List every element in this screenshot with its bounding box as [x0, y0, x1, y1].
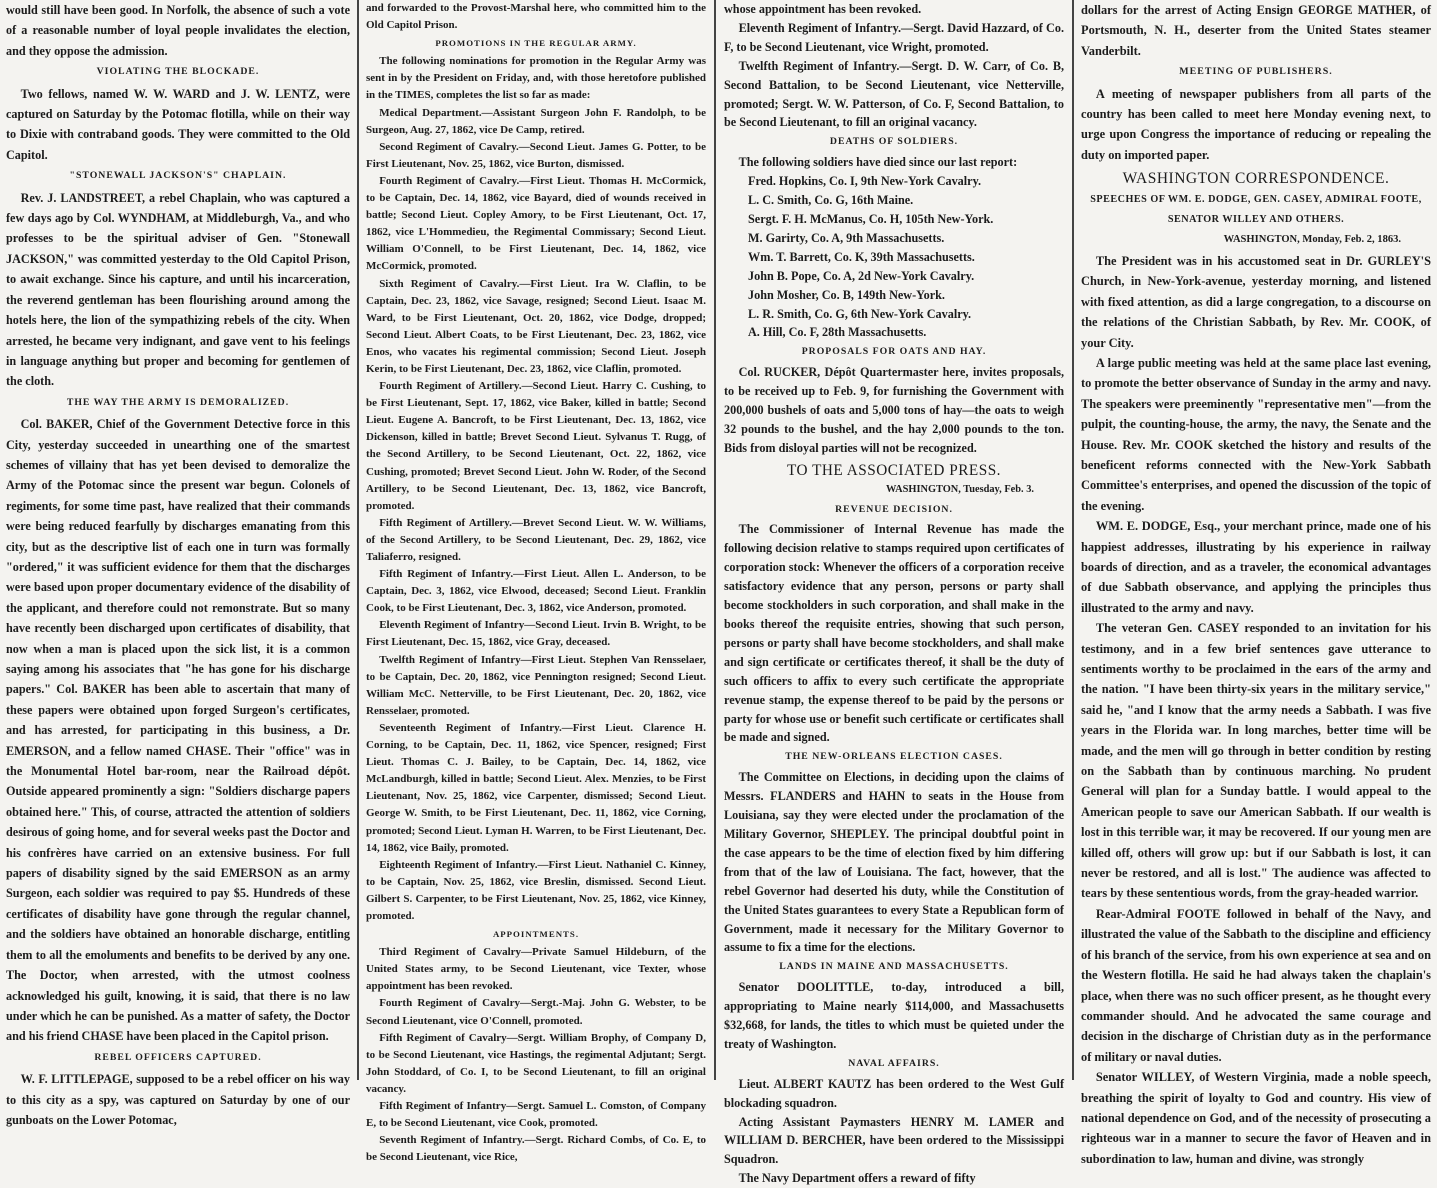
article-paragraph: A meeting of newspaper publishers from all parts of the country has been called to meet here Monday evening next, to urge upon Congress the importance of reducing or repealing the duty on imported paper.: [1081, 86, 1431, 162]
article-paragraph: Eleventh Regiment of Infantry—Second Lieut. Irvin B. Wright, to be First Lieutenant, Dec. 15, 1862, vice Gray, deceased.: [366, 619, 706, 649]
article-paragraph: Fourth Regiment of Cavalry.—First Lieut. Thomas H. McCormick, to be Captain, Dec. 14, 1862, vice Bayard, died of wounds received in battle; Second Lieut. Copley Amory, to be First Lieutenant, Oct. 17, 1862, vice L'Hommedieu, the Regimental Commissary; Second Lieut. William O'Connell, to be First Lieutenant, Dec. 14, 1862, vice McCormick, promoted.: [366, 174, 706, 273]
article-paragraph: Sixth Regiment of Cavalry.—First Lieut. Ira W. Claflin, to be Captain, Dec. 23, 1862, vice Savage, resigned; Second Lieut. Isaac M. Ward, to be First Lieutenant, Oct. 20, 1862, vice Dodge, dropped; Second Lieut. Albert Coats, to be First Lieutenant, Dec. 23, 1862, vice Enos, who vacates his regimental commission; Second Lieut. Joseph Kerin, to be First Lieutenant, Dec. 23, 1862, vice Claflin, promoted.: [366, 277, 706, 375]
section-heading: THE WAY THE ARMY IS DEMORALIZED.: [66, 396, 290, 408]
section-heading: PROPOSALS FOR OATS AND HAY.: [801, 346, 987, 358]
section-heading: VIOLATING THE BLOCKADE.: [96, 66, 260, 78]
article-paragraph: Medical Department.—Assistant Surgeon John F. Randolph, to be Surgeon, Aug. 27, 1862, vice De Camp, retired.: [366, 106, 706, 136]
list-item: John Mosher, Co. B, 149th New-York.: [748, 287, 945, 302]
list-item: Sergt. F. H. McManus, Co. H, 105th New-York.: [748, 211, 994, 226]
article-text-continued: would still have been good. In Norfolk, the absence of such a vote of a reasonable number of loyal people invalidates the election, and they oppose the admission.: [6, 3, 350, 58]
article-paragraph: Twelfth Regiment of Infantry.—Sergt. D. W. Carr, of Co. B, Second Battalion, to be Second Lieutenant, vice Netterville, promoted; Sergt. W. W. Patterson, of Co. F, Second Battalion, to be Second Lieutenant, to fill an original vacancy.: [724, 58, 1064, 130]
article-paragraph: Two fellows, named W. W. WARD and J. W. LENTZ, were captured on Saturday by the Potomac flotilla, while on their way to Dixie with contraband goods. They were committed to the Old Capitol.: [6, 86, 350, 162]
article-paragraph: Eighteenth Regiment of Infantry.—First Lieut. Nathaniel C. Kinney, to be Captain, Nov. 25, 1862, vice Breslin, dismissed. Second Lieut. Gilbert S. Carpenter, to be First Lieutenant, Nov. 25, 1862, vice Kinney, promoted.: [366, 858, 706, 922]
article-paragraph: Rev. J. LANDSTREET, a rebel Chaplain, who was captured a few days ago by Col. WYNDHAM, at Middleburgh, Va., and who professes to be the spiritual adviser of Gen. "Stonewall JACKSON," was committed yesterday to the Old Capitol Prison, to await exchange. Since his capture, and until his incarceration, the reverend gentleman has been flourishing around among the hotels here, the lion of the sympathizing rebels of the city. When arrested, he became very indignant, and gave vent to his feelings in language anything but proper and becoming for gentlemen of the cloth.: [6, 190, 350, 389]
article-paragraph: The Committee on Elections, in deciding upon the claims of Messrs. FLANDERS and HAHN to seats in the House from Louisiana, say they were elected under the proclamation of the Military Governor, SHEPLEY. The principal doubtful point in the case appears to be the time of election fixed by him differing from that of the law of Louisiana. The fact, however, that the rebel Governor had deserted his duty, while the Constitution of the United States guarantees to every State a Republican form of Government, made it necessary for the Military Governor to assume to fix a time for the elections.: [724, 770, 1064, 955]
article-paragraph: Senator WILLEY, of Western Virginia, made a noble speech, breathing the spirit of loyalty to God and country. His view of national dependence on God, and of the necessity of prosecuting a righteous war in a manner to secure the favor of Heaven and in subordination to law, human and divine, was strongly: [1081, 1070, 1431, 1166]
article-paragraph: Senator DOOLITTLE, to-day, introduced a bill, appropriating to Maine nearly $114,000, and Massachusetts $32,668, for lands, the titles to which must be quieted under the treaty of Washington.: [724, 980, 1064, 1051]
list-item: L. C. Smith, Co. G, 16th Maine.: [748, 193, 914, 208]
dateline: WASHINGTON, Monday, Feb. 2, 1863.: [1223, 234, 1401, 246]
column-2: [360, 0, 712, 1166]
article-paragraph: The veteran Gen. CASEY responded to an invitation for his testimony, and in a few brief sentences gave utterance to sentiments worthy to be proclaimed in the ears of the army and the nation. "I have been thirty-six years in the military service," said he, "and I know that the army needs a Sabbath. I was five years in the Florida war. In long marches, better time will be made, and the men will go through in better condition by resting on the Sabbath than by continuous marching. No prudent General will plan for a Sunday battle. I would appeal to the American people to save our American Sabbath. If our wealth is lost in this terrible war, it may be recovered. If our young men are killed off, others will grow up: but if our Sabbath is lost, it can never be restored, and all is lost." The audience was affected to tears by these sententious words, from the gray-headed warrior.: [1081, 621, 1431, 901]
article-text-continued: dollars for the arrest of Acting Ensign GEORGE MATHER, of Portsmouth, N. H., deserter from the United States steamer Vanderbilt.: [1081, 3, 1431, 58]
article-text-continued: and forwarded to the Provost-Marshal here, who committed him to the Old Capitol Prison.: [366, 2, 706, 32]
article-paragraph: Second Regiment of Cavalry.—Second Lieut. James G. Potter, to be First Lieutenant, Nov. 25, 1862, vice Burton, dismissed.: [366, 140, 706, 170]
article-paragraph: Seventeenth Regiment of Infantry.—First Lieut. Clarence H. Corning, to be Captain, Dec. 11, 1862, vice Spencer, resigned; First Lieut. Thomas C. J. Bailey, to be Captain, Dec. 14, 1862, vice McLandburgh, killed in battle; Second Lieut. Alex. Menzies, to be First Lieutenant, Nov. 25, 1862, vice Carpenter, dismissed; Second Lieut. George W. Smith, to be First Lieutenant, Dec. 11, 1862, vice Corning, promoted; Second Lieut. Lyman H. Warren, to be First Lieutenant, Dec. 14, 1862, vice Baily, promoted.: [366, 721, 706, 854]
column-4: [1075, 0, 1437, 1169]
article-paragraph: Fifth Regiment of Infantry—Sergt. Samuel L. Comston, of Company E, to be Second Lieutenant, vice Cook, promoted.: [366, 1100, 706, 1130]
article-paragraph: Col. RUCKER, Dépôt Quartermaster here, invites proposals, to be received up to Feb. 9, for furnishing the Government with 200,000 bushels of oats and 5,000 tons of hay—the oats to weigh 32 pounds to the bushel, and the hay 2,000 pounds to the ton. Bids from disloyal parties will not be recognized.: [724, 365, 1064, 455]
article-paragraph: The President was in his accustomed seat in Dr. GURLEY'S Church, in New-York-avenue, yesterday morning, and listened with fixed attention, as did a large congregation, to a discourse on the relations of the Christian Sabbath, by Rev. Mr. COOK, of your City.: [1081, 253, 1431, 350]
column-rule: [1072, 0, 1074, 1080]
section-heading: REBEL OFFICERS CAPTURED.: [94, 1051, 262, 1063]
article-paragraph: Seventh Regiment of Infantry.—Sergt. Richard Combs, of Co. E, to be Second Lieutenant, vice Rice,: [366, 1134, 706, 1164]
section-heading: LANDS IN MAINE AND MASSACHUSETTS.: [779, 961, 1009, 973]
article-paragraph: Fifth Regiment of Cavalry—Sergt. William Brophy, of Company D, to be Second Lieutenant, vice Hastings, the regimental Adjutant; Sergt. John Stoddard, of Co. I, to be Second Lieutenant, to fill an original vacancy.: [366, 1031, 706, 1095]
article-paragraph: Fifth Regiment of Artillery.—Brevet Second Lieut. W. W. Williams, of the Second Artillery, to be Second Lieutenant, Dec. 29, 1862, vice Taliaferro, resigned.: [366, 516, 706, 563]
article-paragraph: WM. E. DODGE, Esq., your merchant prince, made one of his happiest addresses, illustrating by his experience in railway boards of direction, and as a traveler, the economical advantages of due Sabbath observance, and applying the principles thus illustrated to the army and navy.: [1081, 519, 1431, 615]
section-heading: PROMOTIONS IN THE REGULAR ARMY.: [435, 38, 637, 49]
article-paragraph: W. F. LITTLEPAGE, supposed to be a rebel officer on his way to this city as a spy, was captured on Saturday by one of our gunboats on the Lower Potomac,: [6, 1072, 350, 1127]
column-rule: [714, 0, 716, 1080]
list-item: L. R. Smith, Co. G, 6th New-York Cavalry.: [748, 306, 972, 321]
main-headline: TO THE ASSOCIATED PRESS.: [787, 461, 1001, 479]
column-rule: [357, 0, 359, 1080]
column-1: [0, 0, 356, 1130]
article-paragraph: Lieut. ALBERT KAUTZ has been ordered to the West Gulf blockading squadron.: [724, 1076, 1064, 1110]
main-headline: WASHINGTON CORRESPONDENCE.: [1122, 170, 1390, 188]
column-3: [718, 0, 1070, 1188]
article-paragraph: The following nominations for promotion in the Regular Army was sent in by the President on Friday, and, with those heretofore published in the TIMES, completes the list so far as made:: [366, 55, 706, 102]
article-paragraph: Fourth Regiment of Artillery.—Second Lieut. Harry C. Cushing, to be First Lieutenant, Sept. 17, 1862, vice Baker, killed in battle; Second Lieut. Eugene A. Bancroft, to be First Lieutenant, Dec. 13, 1862, vice Dickenson, killed in battle; Brevet Second Lieut. Sylvanus T. Rugg, of the Second Artillery, to be Second Lieutenant, Oct. 22, 1862, vice Cushing, promoted; Brevet Second Lieut. John W. Roder, of the Second Artillery, to be Second Lieutenant, Dec. 13, 1862, vice Bancroft, promoted.: [366, 380, 706, 512]
subheadline: SPEECHES OF WM. E. DODGE, GEN. CASEY, ADMIRAL FOOTE, SENATOR WILLEY AND OTHERS.: [1090, 193, 1422, 226]
article-paragraph: Fourth Regiment of Cavalry—Sergt.-Maj. John G. Webster, to be Second Lieutenant, vice O'Connell, promoted.: [366, 997, 706, 1027]
article-paragraph: Rear-Admiral FOOTE followed in behalf of the Navy, and illustrated the value of the Sabbath to the discipline and efficiency of his branch of the service, from his own experience at sea and on the Western flotilla. He said he had always taken the chaplain's place, when there was no such officer present, as he thought every commander should. And he advocated the same courage and decision in the discharge of Christian duty as in the performance of military or naval duties.: [1081, 906, 1431, 1064]
section-heading: THE NEW-ORLEANS ELECTION CASES.: [785, 751, 1003, 763]
article-paragraph: The Commissioner of Internal Revenue has made the following decision relative to stamps required upon certificates of corporation stock: Whenever the officers of a corporation receive satisfactory evidence that any person, persons or party shall become stockholders in such corporation, and shall make in the books thereof the requisite entries, showing that such person, persons or party shall have become stockholders, and shall make and sign certificate or certificates thereof, it shall be the duty of such officers to affix to every such certificate the appropriate revenue stamp, the expense thereof to be paid by the persons or party for whose use or benefit such certificate or certificates shall be made and signed.: [724, 522, 1064, 745]
article-paragraph: Acting Assistant Paymasters HENRY M. LAMER and WILLIAM D. BERCHER, have been ordered to the Mississippi Squadron.: [724, 1114, 1064, 1167]
article-paragraph: Eleventh Regiment of Infantry.—Sergt. David Hazzard, of Co. F, to be Second Lieutenant, vice Wright, promoted.: [724, 20, 1064, 54]
article-paragraph: The Navy Department offers a reward of fifty: [738, 1171, 976, 1186]
article-paragraph: Third Regiment of Cavalry—Private Samuel Hildeburn, of the United States army, to be Second Lieutenant, vice Texter, whose appointment has been revoked.: [366, 946, 706, 993]
section-heading: MEETING OF PUBLISHERS.: [1179, 66, 1333, 78]
section-heading: NAVAL AFFAIRS.: [848, 1057, 940, 1069]
section-heading: DEATHS OF SOLDIERS.: [829, 136, 959, 148]
dateline: WASHINGTON, Tuesday, Feb. 3.: [885, 483, 1034, 495]
article-paragraph: Col. BAKER, Chief of the Government Detective force in this City, yesterday succeeded in unearthing one of the smartest schemes of villainy that has yet been devised to demoralize the Army of the Potomac since the present war begun. Colonels of regiments, for some time past, have realized that their commands were being reduced fearfully by discharges emanating from this city, but as the descriptive list of each one in turn was formally "ordered," it was sufficient evidence for them that the discharges were based upon proper documentary evidence of the disability of the applicant, and therefore could not remonstrate. But so many have recently been discharged upon certificates of disability, that now when a man is placed upon the sick list, it is a common saying among his associates that "he has gone for his discharge papers." Col. BAKER has been able to ascertain that many of these papers were obtained upon forged Surgeon's certificates, and has arrested, for participating in this business, a Dr. EMERSON, and a fellow named CHASE. Their "office" was in the Monumental Hotel bar-room, near the Railroad dépôt. Outside appeared prominently a sign: "Soldiers discharge papers obtained here." This, of course, attracted the attention of soldiers desirous of going home, and for several weeks past the Doctor and his confrères have carried on an extensive business. For full papers of disability signed by the said EMERSON as an army Surgeon, each soldier was required to pay $5. Hundreds of these certificates of disability have gone through the regular channel, and the soldiers have obtained an honorable discharge, entitling them to all the emoluments and benefits to be derived by any one. The Doctor, when arrested, with the utmost coolness acknowledged his guilt, knowing, it is said, that there is no law under which he can be punished. As a matter of safety, the Doctor and his friend CHASE have been placed in the Capitol prison.: [6, 417, 350, 1044]
article-paragraph: Fifth Regiment of Infantry.—First Lieut. Allen L. Anderson, to be Captain, Dec. 3, 1862, vice Elwood, deceased; Second Lieut. Franklin Cook, to be First Lieutenant, Dec. 3, 1862, vice Anderson, promoted.: [366, 568, 706, 615]
list-item: John B. Pope, Co. A, 2d New-York Cavalry.: [748, 268, 975, 283]
article-paragraph: The following soldiers have died since our last report:: [738, 155, 1018, 170]
article-paragraph: Twelfth Regiment of Infantry—First Lieut. Stephen Van Rensselaer, to be Captain, Dec. 20, 1862, vice Pennington resigned; Second Lieut. William McC. Netterville, to be First Lieutenant, Dec. 20, 1862, vice Rensselaer, promoted.: [366, 653, 706, 717]
list-item: Fred. Hopkins, Co. I, 9th New-York Cavalry.: [748, 174, 982, 189]
list-item: M. Garirty, Co. A, 9th Massachusetts.: [748, 230, 945, 245]
list-item: A. Hill, Co. F, 28th Massachusetts.: [748, 325, 927, 340]
section-heading: REVENUE DECISION.: [835, 503, 953, 515]
section-heading: APPOINTMENTS.: [492, 929, 580, 940]
list-item: Wm. T. Barrett, Co. K, 39th Massachusetts.: [748, 249, 975, 264]
section-heading: "STONEWALL JACKSON'S" CHAPLAIN.: [69, 170, 287, 182]
article-text-continued: whose appointment has been revoked.: [724, 2, 922, 16]
article-paragraph: A large public meeting was held at the same place last evening, to promote the better observance of Sunday in the army and navy. The speakers were preeminently "representative men"—from the pulpit, the counting-house, the army, the navy, the Senate and the House. Rev. Mr. COOK sketched the history and results of the beneficent reforms connected with the New-York Sabbath Committee's enterprises, and opened the discussion of the topic of the evening.: [1081, 355, 1431, 513]
